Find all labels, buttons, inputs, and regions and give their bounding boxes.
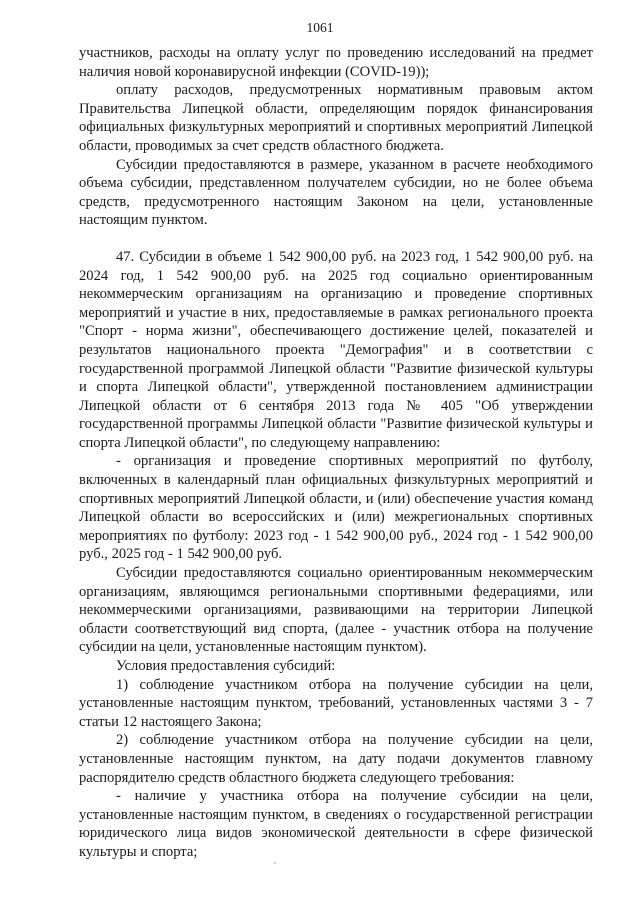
paragraph-condition-1: 1) соблюдение участником отбора на получение субсидии на цели, установленные настоящим пунктом, требований, установленных частями 3 - 7 статьи 12 настоящего Закона;: [79, 676, 593, 730]
paragraph-item-47: 47. Субсидии в объеме 1 542 900,00 руб. на 2023 год, 1 542 900,00 руб. на 2024 год, 1 542 900,00 руб. на 2025 год социально ориентированным некоммерческим организациям на организацию и проведение спортивных мероприятий и участие в них, предоставляемые в рамках регионального проекта "Спорт - норма жизни", обеспечивающего достижение целей, показателей и результатов национального проекта "Демография" и в соответствии с государственной программой Липецкой области "Развитие физической культуры и спорта Липецкой области", утвержденной постановлением администрации Липецкой области от 6 сентября 2013 года № 405 "Об утверждении государственной программы Липецкой области "Развитие физической культуры и спорта Липецкой области", по следующему направлению:: [79, 248, 593, 451]
paragraph-subsidy-recipients: Субсидии предоставляются социально ориентированным некоммерческим организациям, являющимся региональными спортивными федерациями, или некоммерческими организациями, развивающими на территории Липецкой области соответствующий вид спорта, (далее - участник отбора на получение субсидии на цели, установленные настоящим пунктом).: [79, 565, 593, 656]
paragraph-registration-requirement: - наличие у участника отбора на получение субсидии на цели, установленные настоящим пунктом, в сведениях о государственной регистрации юридического лица видов экономической деятельности в сфере физической культуры и спорта;: [79, 788, 593, 860]
page-number: 1061: [306, 20, 334, 35]
paragraph-football-events: - организация и проведение спортивных мероприятий по футболу, включенных в календарный план официальных физкультурных мероприятий и спортивных мероприятий Липецкой области, и (или) обеспечение участия команд Липецкой области во всероссийских и (или) межрегиональных спортивных мероприятиях по футболу: 2023 год - 1 542 900,00 руб., 2024 год - 1 542 900,00 руб., 2025 год - 1 542 900,00 руб.: [79, 453, 593, 563]
paragraph-gap: [79, 230, 593, 248]
document-body: [79, 44, 593, 862]
scan-dot: [274, 862, 276, 864]
paragraph-covid-expenses: участников, расходы на оплату услуг по проведению исследований на предмет наличия новой коронавирусной инфекции (COVID-19));: [79, 45, 593, 80]
paragraph-conditions-heading: Условия предоставления субсидий:: [116, 658, 336, 674]
paragraph-subsidy-amount-rule: Субсидии предоставляются в размере, указанном в расчете необходимого объема субсидии, представленном получателем субсидии, но не более объема средств, предусмотренного настоящим Законом на цели, установленные настоящим пунктом.: [79, 156, 593, 229]
paragraph-expenses-normative-act: оплату расходов, предусмотренных нормативным правовым актом Правительства Липецкой области, определяющим порядок финансирования официальных физкультурных мероприятий и спортивных мероприятий Липецкой области, проводимых за счет средств областного бюджета.: [79, 82, 593, 154]
paragraph-condition-2: 2) соблюдение участником отбора на получение субсидии на цели, установленные настоящим пунктом, на дату подачи документов главному распорядителю средств областного бюджета следующего требования:: [79, 732, 593, 786]
